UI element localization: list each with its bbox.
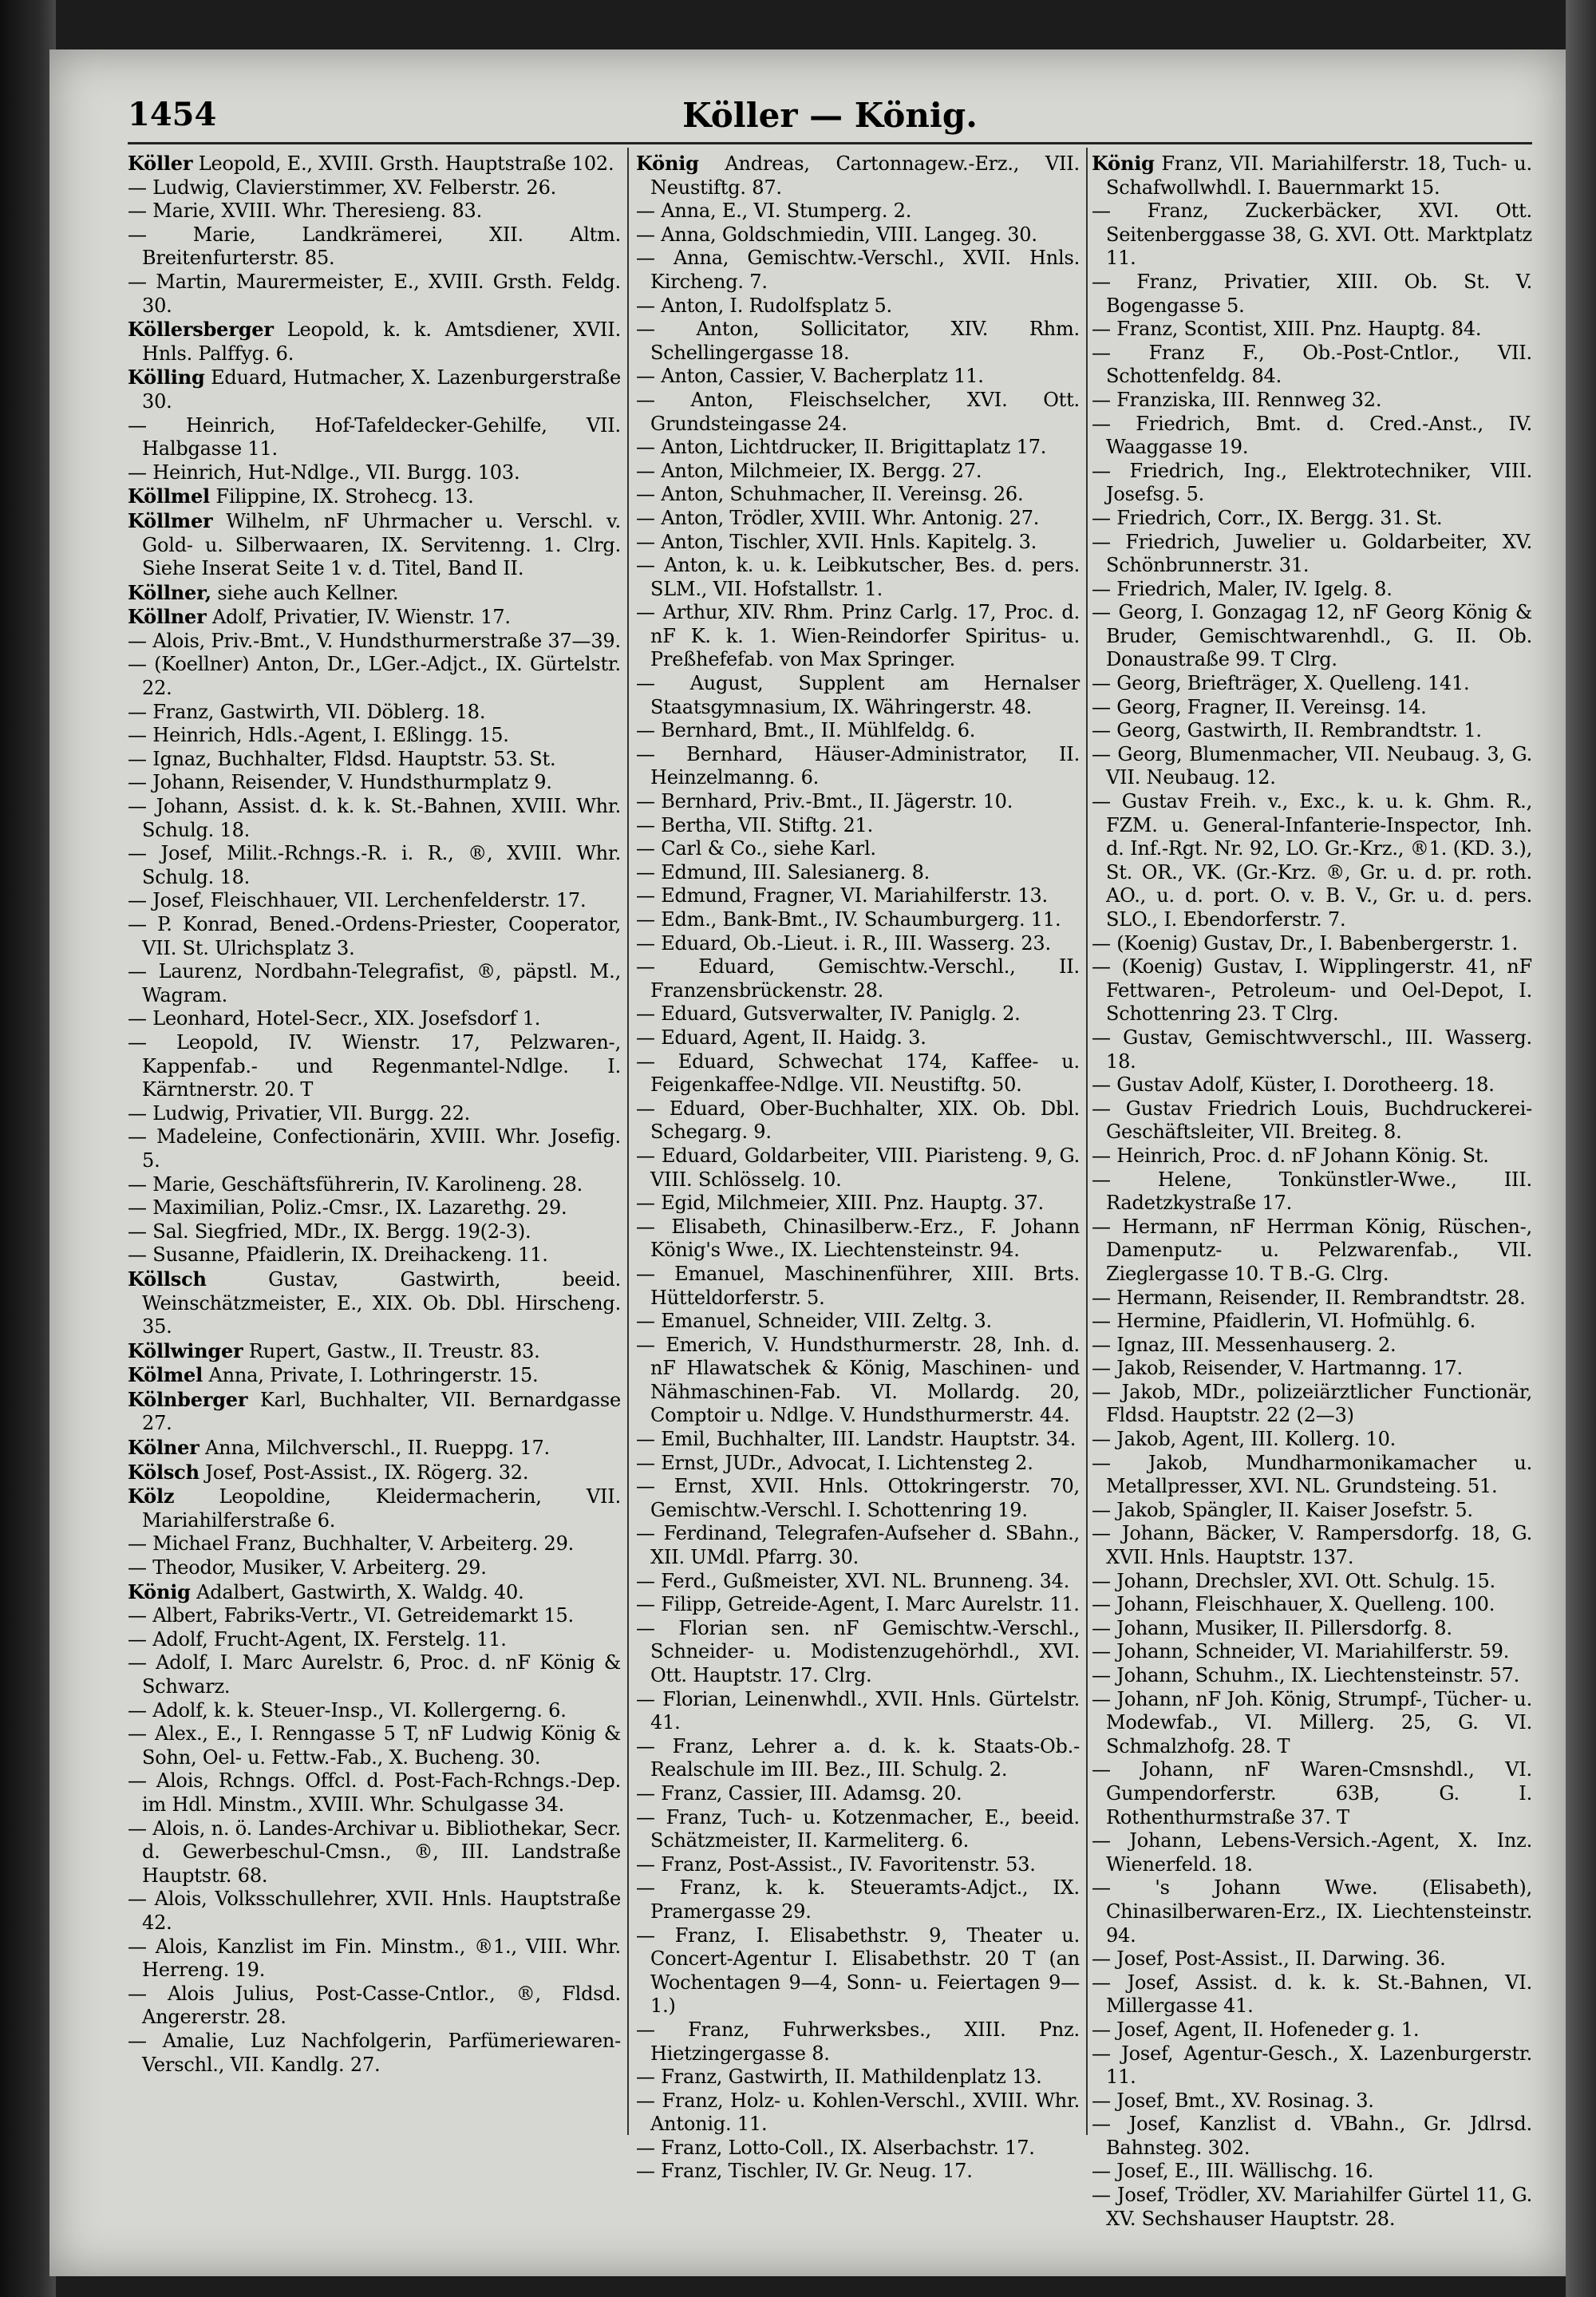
directory-entry: — Franz, Scontist, XIII. Pnz. Hauptg. 84. [1092,318,1482,341]
directory-entry: — Florian sen. nF Gemischtw.-Verschl., Schneider- u. Modistenzugehörhdl., XVI. Ott. Hauptstr. 17. Clrg. [636,1616,1080,1686]
directory-entry: — Anton, Tischler, XVII. Hnls. Kapitelg. 3. [636,530,1037,553]
directory-entry: — Anton, Sollicitator, XIV. Rhm. Schellingergasse 18. [636,318,1080,364]
directory-entry: Köllmer Wilhelm, nF Uhrmacher u. Verschl. v. Gold- u. Silberwaaren, IX. Servitenng. 1. Clrg. Siehe Inserat Seite 1 v. d. Titel, Band II. [128,508,621,580]
directory-entry: — Friedrich, Maler, IV. Igelg. 8. [1092,577,1393,600]
directory-entry: — Johann, Assist. d. k. k. St.-Bahnen, XVIII. Whr. Schulg. 18. [128,795,621,841]
directory-entry: — (Koenig) Gustav, I. Wipplingerstr. 41, nF Fettwaren-, Petroleum- und Oel-Depot, I. Schottenring 23. T Clrg. [1092,955,1532,1026]
directory-entry: — Anna, Goldschmiedin, VIII. Langeg. 30. [636,223,1037,246]
directory-entry: — Franz, Holz- u. Kohlen-Verschl., XVIII. Whr. Antonig. 11. [636,2089,1080,2136]
directory-entry: Kölsch Josef, Post-Assist., IX. Rögerg. 32. [128,1460,529,1484]
directory-entry: — Johann, Schneider, VI. Mariahilferstr. 59. [1092,1640,1510,1663]
directory-entry: — Adolf, I. Marc Aurelstr. 6, Proc. d. nF König & Schwarz. [128,1651,621,1698]
directory-entry: — Franz, Gastwirth, VII. Döblerg. 18. [128,700,486,723]
directory-entry: — Emanuel, Schneider, VIII. Zeltg. 3. [636,1310,992,1333]
directory-entry: — Bernhard, Häuser-Administrator, II. Heinzelmanng. 6. [636,742,1080,789]
directory-entry: Köllsch Gustav, Gastwirth, beeid. Weinschätzmeister, E., XIX. Ob. Dbl. Hirscheng. 35. [128,1267,621,1338]
directory-entry: — Alex., E., I. Renngasse 5 T, nF Ludwig König & Sohn, Oel- u. Fettw.-Fab., X. Bucheng. 30. [128,1722,621,1769]
directory-entry: — Bernhard, Priv.-Bmt., II. Jägerstr. 10. [636,790,1013,813]
directory-entry: — Ernst, XVII. Hnls. Ottokringerstr. 70, Gemischtw.-Verschl. I. Schottenring 19. [636,1475,1080,1521]
directory-entry: — Johann, Drechsler, XVI. Ott. Schulg. 15. [1092,1569,1495,1592]
directory-entry: — Bertha, VII. Stiftg. 21. [636,813,874,836]
directory-entry: Köllner, siehe auch Kellner. [128,580,399,604]
directory-entry: — Franz, Lotto-Coll., IX. Alserbachstr. 17. [636,2136,1035,2159]
directory-entry: — Hermann, Reisender, II. Rembrandtstr. 28. [1092,1286,1526,1309]
directory-entry: — Leopold, IV. Wienstr. 17, Pelzwaren-, Kappenfab.- und Regenmantel-Ndlge. I. Kärntnerstr. 20. T [128,1030,621,1101]
directory-entry: — Hermine, Pfaidlerin, VI. Hofmühlg. 6. [1092,1310,1476,1333]
column-3 [1092,152,1532,2230]
directory-entry: — Anton, Lichtdrucker, II. Brigittaplatz 17. [636,436,1047,459]
directory-entry: — Alois, Priv.-Bmt., V. Hundsthurmerstraße 37—39. [128,629,621,652]
directory-entry: — Josef, Bmt., XV. Rosinag. 3. [1092,2089,1374,2112]
directory-entry: — Franz, Fuhrwerksbes., XIII. Pnz. Hietzingergasse 8. [636,2018,1080,2065]
directory-entry: König Adalbert, Gastwirth, X. Waldg. 40. [128,1579,524,1603]
directory-entry: — Johann, Bäcker, V. Rampersdorfg. 18, G. XVII. Hnls. Hauptstr. 137. [1092,1522,1532,1569]
directory-entry: — Adolf, k. k. Steuer-Insp., VI. Kollergerng. 6. [128,1698,567,1722]
directory-entry: — Marie, XVIII. Whr. Theresieng. 83. [128,200,483,223]
column-2 [636,152,1080,2195]
directory-entry: — Alois, Kanzlist im Fin. Minstm., ®1., VIII. Whr. Herreng. 19. [128,1935,621,1982]
directory-entry: — Eduard, Gutsverwalter, IV. Paniglg. 2. [636,1002,1021,1026]
directory-entry: — Josef, Kanzlist d. VBahn., Gr. Jdlrsd. Bahnsteg. 302. [1092,2113,1532,2159]
directory-entry: — Edm., Bank-Bmt., IV. Schaumburgerg. 11. [636,908,1061,931]
directory-entry: — Franz, Post-Assist., IV. Favoritenstr. 53. [636,1852,1036,1876]
directory-entry: — Franziska, III. Rennweg 32. [1092,388,1382,411]
directory-entry: — Friedrich, Bmt. d. Cred.-Anst., IV. Waaggasse 19. [1092,412,1532,459]
directory-entry: Kölner Anna, Milchverschl., II. Rueppg. 17. [128,1436,550,1460]
directory-entry: — Josef, Agentur-Gesch., X. Lazenburgerstr. 11. [1092,2042,1532,2089]
directory-entry: — Anton, k. u. k. Leibkutscher, Bes. d. pers. SLM., VII. Hofstallstr. 1. [636,554,1080,600]
directory-entry: — Friedrich, Ing., Elektrotechniker, VIII. Josefsg. 5. [1092,459,1532,506]
directory-entry: — Martin, Maurermeister, E., XVIII. Grsth. Feldg. 30. [128,270,621,317]
directory-entry: — Theodor, Musiker, V. Arbeiterg. 29. [128,1556,487,1579]
directory-entry: — Georg, Blumenmacher, VII. Neubaug. 3, G. VII. Neubaug. 12. [1092,742,1532,789]
directory-entry: Kölz Leopoldine, Kleidermacherin, VII. Mariahilferstraße 6. [128,1485,621,1532]
directory-entry: — Eduard, Ober-Buchhalter, XIX. Ob. Dbl. Schegarg. 9. [636,1097,1080,1144]
directory-entry: — Maximilian, Poliz.-Cmsr., IX. Lazarethg. 29. [128,1196,567,1220]
directory-entry: — Carl & Co., siehe Karl. [636,837,876,860]
directory-entry: — Laurenz, Nordbahn-Telegrafist, ®, päpstl. M., Wagram. [128,960,621,1006]
directory-entry: — Eduard, Schwechat 174, Kaffee- u. Feigenkaffee-Ndlge. VII. Neustiftg. 50. [636,1050,1080,1097]
directory-entry: — Jakob, Reisender, V. Hartmanng. 17. [1092,1357,1463,1380]
directory-entry: — Josef, Trödler, XV. Mariahilfer Gürtel 11, G. XV. Sechshauser Hauptstr. 28. [1092,2184,1532,2230]
directory-entry: — Eduard, Gemischtw.-Verschl., II. Franzensbrückenstr. 28. [636,955,1080,1002]
directory-entry: — Ludwig, Clavierstimmer, XV. Felberstr. 26. [128,176,557,199]
directory-entry: — Johann, Fleischhauer, X. Quelleng. 100. [1092,1593,1495,1616]
directory-entry: — Alois, Rchngs. Offcl. d. Post-Fach-Rchngs.-Dep. im Hdl. Minstm., XVIII. Whr. Schulgasse 34. [128,1769,621,1816]
directory-entry: — Ludwig, Privatier, VII. Burgg. 22. [128,1101,471,1125]
directory-entry: Köller Leopold, E., XVIII. Grsth. Hauptstraße 102. [128,152,614,175]
directory-entry: — Josef, Milit.-Rchngs.-R. i. R., ®, XVIII. Whr. Schulg. 18. [128,842,621,888]
directory-entry: — Anton, Schuhmacher, II. Vereinsg. 26. [636,483,1024,506]
directory-entry: Köllwinger Rupert, Gastw., II. Treustr. 83. [128,1338,540,1362]
directory-entry: Köllersberger Leopold, k. k. Amtsdiener, XVII. Hnls. Palffyg. 6. [128,318,621,365]
directory-entry: — Anton, Trödler, XVIII. Whr. Antonig. 27. [636,506,1040,529]
directory-entry: — Ferdinand, Telegrafen-Aufseher d. SBahn., XII. UMdl. Pfarrg. 30. [636,1522,1080,1569]
directory-entry: — Jakob, MDr., polizeiärztlicher Functionär, Fldsd. Hauptstr. 22 (2—3) [1092,1380,1532,1427]
directory-entry: — Susanne, Pfaidlerin, IX. Dreihackeng. 11. [128,1243,548,1267]
directory-entry: — August, Supplent am Hernalser Staatsgymnasium, IX. Währingerstr. 48. [636,672,1080,718]
directory-entry: — Eduard, Goldarbeiter, VIII. Piaristeng. 9, G. VIII. Schlösselg. 10. [636,1144,1080,1191]
column-divider [627,148,629,2135]
column-divider [1086,148,1088,2135]
directory-entry: — Emanuel, Maschinenführer, XIII. Brts. Hütteldorferstr. 5. [636,1262,1080,1309]
running-head: Köller — König. [682,96,978,135]
directory-entry: — Eduard, Agent, II. Haidg. 3. [636,1026,926,1049]
directory-entry: — Anton, Fleischselcher, XVI. Ott. Grundsteingasse 24. [636,388,1080,435]
scan-border-right [1566,0,1596,2297]
directory-entry: Kölling Eduard, Hutmacher, X. Lazenburgerstraße 30. [128,366,621,413]
directory-entry: — Emil, Buchhalter, III. Landstr. Hauptstr. 34. [636,1428,1077,1451]
directory-entry: — Madeleine, Confectionärin, XVIII. Whr. Josefig. 5. [128,1125,621,1172]
directory-entry: — Franz, Tischler, IV. Gr. Neug. 17. [636,2160,973,2183]
directory-entry: — Georg, I. Gonzagag 12, nF Georg König & Bruder, Gemischtwarenhdl., G. II. Ob. Donaustraße 99. T Clrg. [1092,601,1532,671]
directory-entry: — Anna, Gemischtw.-Verschl., XVII. Hnls. Kircheng. 7. [636,247,1080,293]
directory-entry: — Anton, Milchmeier, IX. Bergg. 27. [636,459,982,482]
directory-entry: König Franz, VII. Mariahilferstr. 18, Tuch- u. Schafwollwhdl. I. Bauernmarkt 15. [1092,152,1532,199]
directory-entry: — Gustav Adolf, Küster, I. Dorotheerg. 18. [1092,1073,1495,1097]
directory-entry: Kölmel Anna, Private, I. Lothringerstr. 15. [128,1363,539,1387]
directory-entry: — Amalie, Luz Nachfolgerin, Parfümeriewaren-Verschl., VII. Kandlg. 27. [128,2029,621,2076]
directory-entry: — Anna, E., VI. Stumperg. 2. [636,200,912,223]
directory-entry: — Friedrich, Corr., IX. Bergg. 31. St. [1092,506,1443,529]
directory-entry: — Bernhard, Bmt., II. Mühlfeldg. 6. [636,719,976,742]
directory-entry: — Elisabeth, Chinasilberw.-Erz., F. Johann König's Wwe., IX. Liechtensteinstr. 94. [636,1215,1080,1262]
scan-border-left [0,0,56,2297]
directory-entry: — Jakob, Mundharmonikamacher u. Metallpresser, XVI. NL. Grundsteing. 51. [1092,1451,1532,1498]
directory-entry: — (Koellner) Anton, Dr., LGer.-Adjct., IX. Gürtelstr. 22. [128,653,621,700]
directory-entry: — Filipp, Getreide-Agent, I. Marc Aurelstr. 11. [636,1593,1080,1616]
directory-entry: — Heinrich, Hdls.-Agent, I. Eßlingg. 15. [128,724,509,747]
directory-entry: — P. Konrad, Bened.-Ordens-Priester, Cooperator, VII. St. Ulrichsplatz 3. [128,913,621,959]
directory-entry: — Franz F., Ob.-Post-Cntlor., VII. Schottenfeldg. 84. [1092,341,1532,388]
directory-entry: — Alois, n. ö. Landes-Archivar u. Bibliothekar, Secr. d. Gewerbeschul-Cmsn., ®, III. Landstraße Hauptstr. 68. [128,1817,621,1887]
column-1 [128,152,621,2195]
directory-entry: — Josef, Post-Assist., II. Darwing. 36. [1092,1947,1446,1971]
directory-entry: — (Koenig) Gustav, Dr., I. Babenbergerstr. 1. [1092,931,1518,955]
directory-entry: — Alois Julius, Post-Casse-Cntlor., ®, Fldsd. Angererstr. 28. [128,1982,621,2029]
directory-entry: — Anton, Cassier, V. Bacherplatz 11. [636,365,984,388]
directory-entry: — Gustav Freih. v., Exc., k. u. k. Ghm. R., FZM. u. General-Infanterie-Inspector, Inh. d. Inf.-Rgt. Nr. 92, LO. Gr.-Krz., ®1. (KD. 3.), St. OR., VK. (Gr.-Krz. ®, Gr. u. d. pr. roth. AO., u. d. port. O. v. B. V., Gr. u. d. pers. SLO., I. Ebendorferstr. 7. [1092,790,1532,931]
directory-entry: — Adolf, Frucht-Agent, IX. Ferstelg. 11. [128,1627,507,1651]
directory-entry: — Albert, Fabriks-Vertr., VI. Getreidemarkt 15. [128,1604,574,1627]
directory-entry: — Jakob, Spängler, II. Kaiser Josefstr. 5. [1092,1498,1473,1521]
directory-entry: — Heinrich, Hof-Tafeldecker-Gehilfe, VII. Halbgasse 11. [128,413,621,461]
directory-entry: — Edmund, III. Salesianerg. 8. [636,860,930,884]
directory-entry: — Georg, Briefträger, X. Quelleng. 141. [1092,672,1470,695]
directory-entry: — Ferd., Gußmeister, XVI. NL. Brunneng. 34. [636,1569,1070,1592]
directory-entry: — 's Johann Wwe. (Elisabeth), Chinasilberwaren-Erz., IX. Liechtensteinstr. 94. [1092,1876,1532,1947]
directory-entry: — Josef, Assist. d. k. k. St.-Bahnen, VI. Millergasse 41. [1092,1971,1532,2018]
directory-entry: — Alois, Volksschullehrer, XVII. Hnls. Hauptstraße 42. [128,1888,621,1934]
directory-entry: — Michael Franz, Buchhalter, V. Arbeiterg. 29. [128,1532,575,1556]
directory-entry: — Heinrich, Proc. d. nF Johann König. St. [1092,1144,1489,1167]
directory-entry: — Heinrich, Hut-Ndlge., VII. Burgg. 103. [128,461,520,484]
directory-entry: — Egid, Milchmeier, XIII. Pnz. Hauptg. 37. [636,1192,1044,1215]
directory-entry: Köllmel Filippine, IX. Strohecg. 13. [128,484,474,508]
directory-entry: — Eduard, Ob.-Lieut. i. R., III. Wasserg. 23. [636,931,1051,955]
directory-entry: — Franz, I. Elisabethstr. 9, Theater u. Concert-Agentur I. Elisabethstr. 20 T (an Wochentagen 9—4, Sonn- u. Feiertagen 9—1.) [636,1923,1080,2018]
directory-entry: — Helene, Tonkünstler-Wwe., III. Radetzkystraße 17. [1092,1168,1532,1215]
directory-entry: — Friedrich, Juwelier u. Goldarbeiter, XV. Schönbrunnerstr. 31. [1092,530,1532,577]
directory-entry: — Josef, Fleischhauer, VII. Lerchenfelderstr. 17. [128,889,587,912]
directory-entry: — Ignaz, III. Messenhauserg. 2. [1092,1333,1396,1356]
page-header [128,96,1532,144]
directory-entry: — Ernst, JUDr., Advocat, I. Lichtensteg 2. [636,1451,1033,1474]
directory-entry: — Marie, Landkrämerei, XII. Altm. Breitenfurterstr. 85. [128,223,621,270]
directory-entry: — Florian, Leinenwhdl., XVII. Hnls. Gürtelstr. 41. [636,1687,1080,1734]
directory-entry: — Franz, Zuckerbäcker, XVI. Ott. Seitenberggasse 38, G. XVI. Ott. Marktplatz 11. [1092,200,1532,270]
directory-entry: — Jakob, Agent, III. Kollerg. 10. [1092,1428,1396,1451]
directory-entry: — Franz, Tuch- u. Kotzenmacher, E., beeid. Schätzmeister, II. Karmeliterg. 6. [636,1805,1080,1852]
directory-entry: — Johann, Lebens-Versich.-Agent, X. Inz. Wienerfeld. 18. [1092,1829,1532,1876]
directory-entry: — Franz, Lehrer a. d. k. k. Staats-Ob.-Realschule im III. Bez., III. Schulg. 2. [636,1734,1080,1781]
directory-entry: — Anton, I. Rudolfsplatz 5. [636,294,892,317]
directory-entry: — Hermann, nF Herrman König, Rüschen-, Damenputz- u. Pelzwarenfab., VII. Zieglergasse 10. T B.-G. Clrg. [1092,1215,1532,1285]
directory-entry: — Georg, Fragner, II. Vereinsg. 14. [1092,695,1427,718]
directory-entry: König Andreas, Cartonnagew.-Erz., VII. Neustiftg. 87. [636,152,1080,199]
directory-entry: — Franz, k. k. Steueramts-Adjct., IX. Pramergasse 29. [636,1876,1080,1923]
directory-entry: — Georg, Gastwirth, II. Rembrandtstr. 1. [1092,719,1482,742]
page-number: 1454 [128,96,217,133]
directory-entry: — Sal. Siegfried, MDr., IX. Bergg. 19(2-3). [128,1220,531,1243]
directory-entry: — Josef, Agent, II. Hofeneder g. 1. [1092,2018,1420,2041]
directory-entry: — Ignaz, Buchhalter, Fldsd. Hauptstr. 53. St. [128,747,556,770]
directory-entry: — Leonhard, Hotel-Secr., XIX. Josefsdorf 1. [128,1007,541,1030]
directory-entry: — Marie, Geschäftsführerin, IV. Karolineng. 28. [128,1172,583,1196]
directory-entry: — Franz, Gastwirth, II. Mathildenplatz 13. [636,2066,1042,2089]
directory-entry: — Arthur, XIV. Rhm. Prinz Carlg. 17, Proc. d. nF K. k. 1. Wien-Reindorfer Spiritus- u. Preßhefefab. von Max Springer. [636,601,1080,671]
directory-entry: — Johann, nF Joh. König, Strumpf-, Tücher- u. Modewfab., VI. Millerg. 25, G. VI. Schmalzhofg. 28. T [1092,1687,1532,1757]
directory-entry: — Franz, Privatier, XIII. Ob. St. V. Bogengasse 5. [1092,270,1532,317]
directory-entry: — Johann, nF Waren-Cmsnshdl., VI. Gumpendorferstr. 63B, G. I. Rothenthurmstraße 37. T [1092,1758,1532,1829]
directory-entry: — Josef, E., III. Wällischg. 16. [1092,2160,1374,2183]
directory-entry: — Johann, Schuhm., IX. Liechtensteinstr. 57. [1092,1664,1520,1686]
directory-entry: — Franz, Cassier, III. Adamsg. 20. [636,1781,962,1805]
directory-entry: — Johann, Reisender, V. Hundsthurmplatz 9. [128,771,552,794]
directory-entry: — Gustav Friedrich Louis, Buchdruckerei-Geschäftsleiter, VII. Breiteg. 8. [1092,1097,1532,1144]
directory-entry: — Emerich, V. Hundsthurmerstr. 28, Inh. d. nF Hlawatschek & König, Maschinen- und Nähmaschinen-Fab. VI. Mollardg. 20, Comptoir u. Ndlge. V. Hundsthurmerstr. 44. [636,1333,1080,1427]
header-rule [128,142,1532,144]
directory-entry: — Gustav, Gemischtwverschl., III. Wasserg. 18. [1092,1026,1532,1073]
directory-entry: Kölnberger Karl, Buchhalter, VII. Bernardgasse 27. [128,1387,621,1435]
directory-entry: — Edmund, Fragner, VI. Mariahilferstr. 13. [636,884,1048,907]
directory-entry: Köllner Adolf, Privatier, IV. Wienstr. 17. [128,605,511,629]
directory-entry: — Johann, Musiker, II. Pillersdorfg. 8. [1092,1616,1452,1639]
